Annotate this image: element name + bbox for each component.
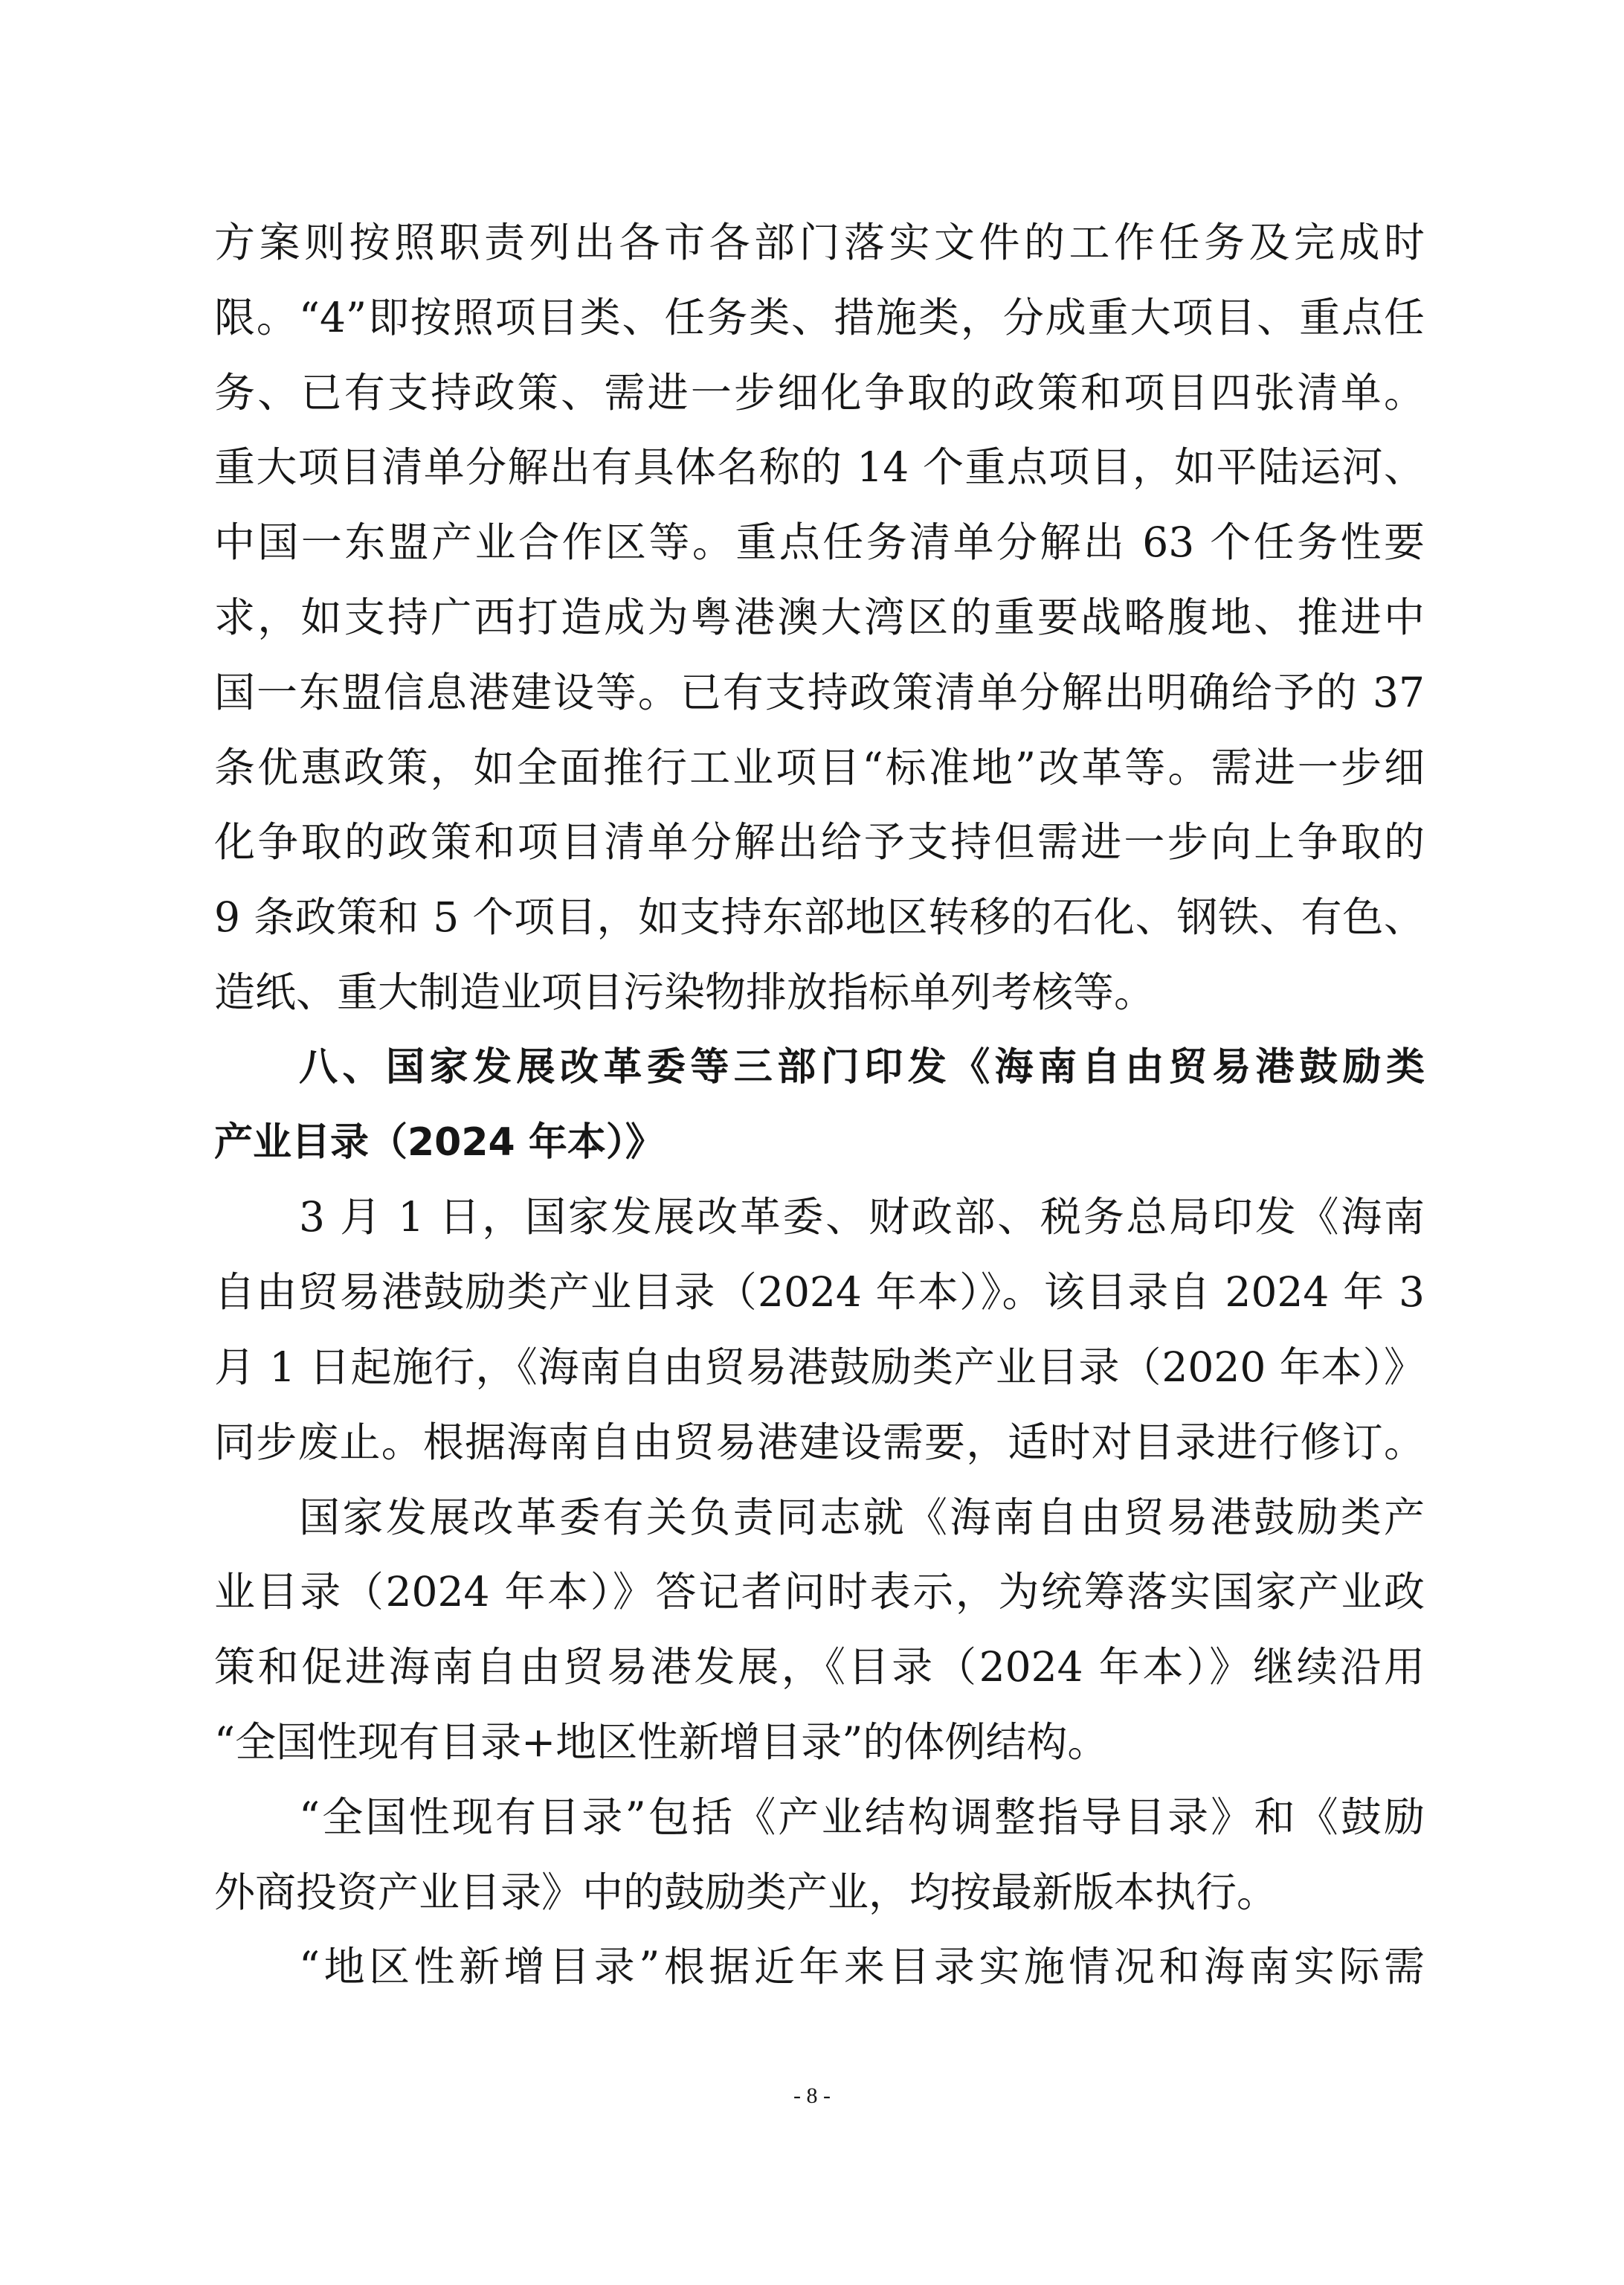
text-line: “全国性现有目录+地区性新增目录”的体例结构。	[214, 1717, 1109, 1766]
text-line: 月 1 日起施行，《海南自由贸易港鼓励类产业目录（2020 年本）》	[214, 1343, 1425, 1391]
section-heading	[214, 1030, 1425, 1180]
paragraph	[214, 1180, 1425, 1479]
text-line: 国家发展改革委有关负责同志就《海南自由贸易港鼓励类产	[299, 1493, 1425, 1541]
text-line: 中国一东盟产业合作区等。重点任务清单分解出 63 个任务性要	[214, 518, 1425, 567]
text-line: 限。“4”即按照项目类、任务类、措施类，分成重大项目、重点任	[214, 293, 1425, 341]
text-line: 3 月 1 日，国家发展改革委、财政部、税务总局印发《海南	[299, 1193, 1425, 1241]
document-body	[214, 205, 1425, 2005]
text-line: 方案则按照职责列出各市各部门落实文件的工作任务及完成时	[214, 219, 1425, 266]
text-line: 同步废止。根据海南自由贸易港建设需要，适时对目录进行修订。	[214, 1418, 1425, 1466]
text-line: 求，如支持广西打造成为粤港澳大湾区的重要战略腹地、推进中	[214, 593, 1425, 641]
text-line: 外商投资产业目录》中的鼓励类产业，均按最新版本执行。	[214, 1868, 1278, 1916]
paragraph	[214, 1929, 1425, 2005]
text-line: 策和促进海南自由贸易港发展，《目录（2024 年本）》继续沿用	[214, 1643, 1425, 1691]
text-line: 重大项目清单分解出有具体名称的 14 个重点项目，如平陆运河、	[214, 443, 1425, 492]
text-line: 国一东盟信息港建设等。已有支持政策清单分解出明确给予的 37	[214, 668, 1425, 716]
text-line: “全国性现有目录”包括《产业结构调整指导目录》和《鼓励	[299, 1793, 1425, 1841]
page-number: - 8 -	[793, 2083, 831, 2108]
paragraph	[214, 1780, 1425, 1930]
heading-line: 八、国家发展改革委等三部门印发《海南自由贸易港鼓励类	[299, 1044, 1425, 1090]
text-line: 务、已有支持政策、需进一步细化争取的政策和项目四张清单。	[214, 368, 1425, 417]
text-line: 造纸、重大制造业项目污染物排放指标单列考核等。	[214, 968, 1156, 1016]
text-line: 自由贸易港鼓励类产业目录（2024 年本）》。该目录自 2024 年 3	[214, 1268, 1425, 1317]
paragraph	[214, 205, 1425, 1030]
text-line: 化争取的政策和项目清单分解出给予支持但需进一步向上争取的	[214, 818, 1425, 867]
text-line: 9 条政策和 5 个项目，如支持东部地区转移的石化、钢铁、有色、	[214, 893, 1425, 942]
heading-line: 产业目录（2024 年本）》	[214, 1119, 664, 1165]
paragraph	[214, 1480, 1425, 1780]
text-line: 条优惠政策，如全面推行工业项目“标准地”改革等。需进一步细	[214, 743, 1425, 791]
text-line: 业目录（2024 年本）》答记者问时表示，为统筹落实国家产业政	[214, 1568, 1425, 1616]
text-line: “地区性新增目录”根据近年来目录实施情况和海南实际需	[299, 1943, 1425, 1991]
